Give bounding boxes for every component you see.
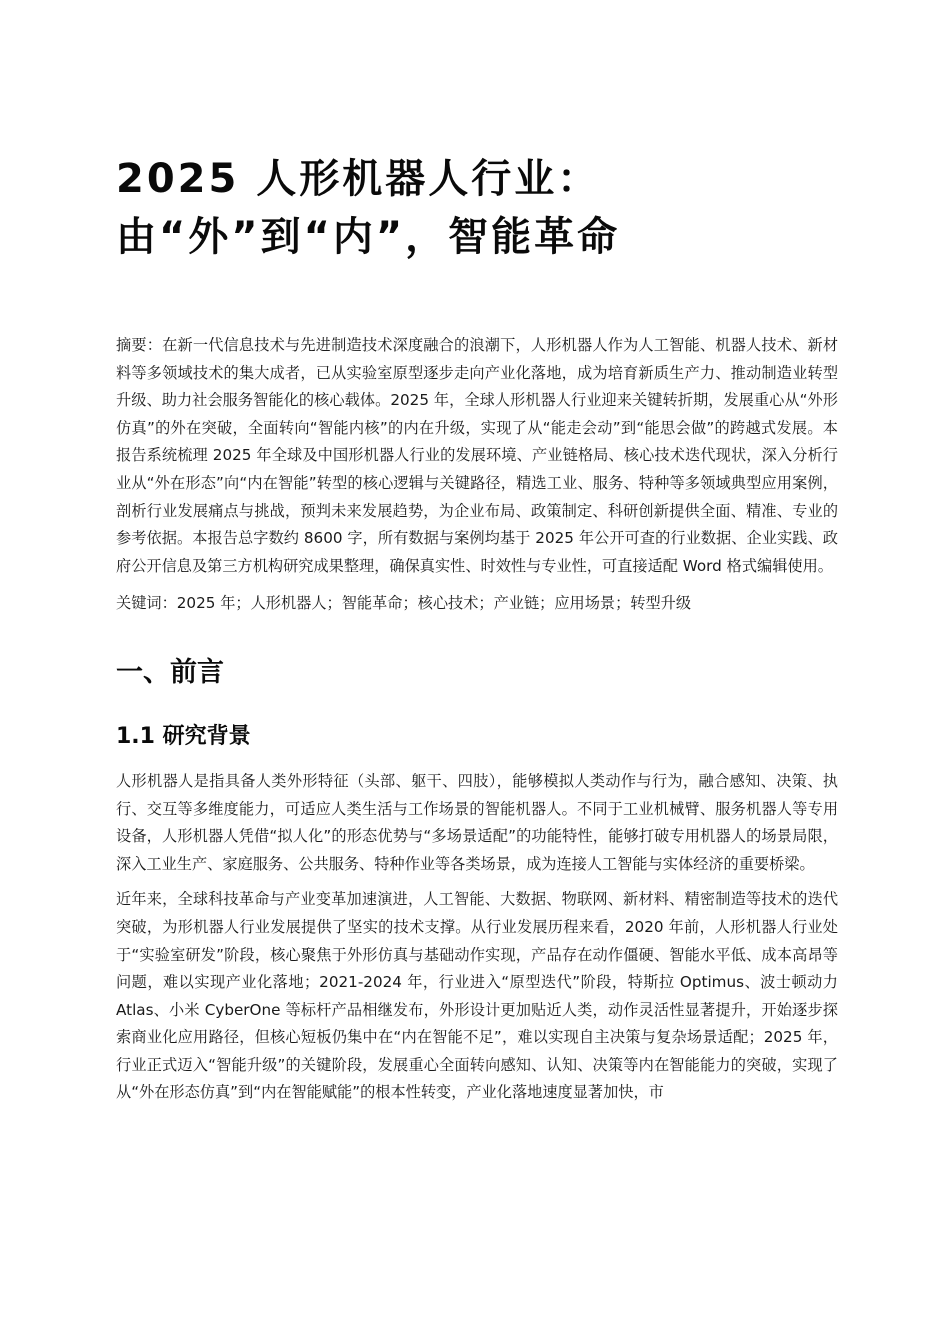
keywords-line: 关键词：2025 年；人形机器人；智能革命；核心技术；产业链；应用场景；转型升级 (116, 594, 692, 613)
subsection-heading-research-background: 1.1 研究背景 (116, 723, 251, 749)
document-page (116, 150, 838, 1107)
body-paragraph-1: 人形机器人是指具备人类外形特征（头部、躯干、四肢），能够模拟人类动作与行为，融合感知、决策、执行、交互等多维度能力，可适应人类生活与工作场景的智能机器人。不同于工业机械臂、服务机器人等专用设备，人形机器人凭借“拟人化”的形态优势与“多场景适配”的功能特性，能够打破专用机器人的场景局限，深入工业生产、家庭服务、公共服务、特种作业等各类场景，成为连接人工智能与实体经济的重要桥梁。 (116, 771, 838, 873)
section-heading-preface: 一、前言 (116, 656, 224, 688)
document-title: 2025 人形机器人行业：由“外”到“内”，智能革命 (116, 156, 621, 260)
abstract-paragraph: 摘要：在新一代信息技术与先进制造技术深度融合的浪潮下，人形机器人作为人工智能、机器人技术、新材料等多领域技术的集大成者，已从实验室原型逐步走向产业化落地，成为培育新质生产力、推动制造业转型升级、助力社会服务智能化的核心载体。2025 年，全球人形机器人行业迎来关键转折期，发展重心从“外形仿真”的外在突破，全面转向“智能内核”的内在升级，实现了从“能走会动”到“能思会做”的跨越式发展。本报告系统梳理 2025 年全球及中国形机器人行业的发展环境、产业链格局、核心技术迭代现状，深入分析行业从“外在形态”向“内在智能”转型的核心逻辑与关键路径，精选工业、服务、特种等多领域典型应用案例，剖析行业发展痛点与挑战，预判未来发展趋势，为企业布局、政策制定、科研创新提供全面、精准、专业的参考依据。本报告总字数约 8600 字，所有数据与案例均基于 2025 年公开可查的行业数据、企业实践、政府公开信息及第三方机构研究成果整理，确保真实性、时效性与专业性，可直接适配 Word 格式编辑使用。 (116, 336, 838, 575)
body-paragraph-2: 近年来，全球科技革命与产业变革加速演进，人工智能、大数据、物联网、新材料、精密制造等技术的迭代突破，为形机器人行业发展提供了坚实的技术支撑。从行业发展历程来看，2020 年前，人形机器人行业处于“实验室研发”阶段，核心聚焦于外形仿真与基础动作实现，产品存在动作僵硬、智能水平低、成本高昂等问题，难以实现产业化落地；2021-2024 年，行业进入“原型迭代”阶段，特斯拉 Optimus、波士顿动力 Atlas、小米 CyberOne 等标杆产品相继发布，外形设计更加贴近人类，动作灵活性显著提升，开始逐步探索商业化应用路径，但核心短板仍集中在“内在智能不足”，难以实现自主决策与复杂场景适配；2025 年，行业正式迈入“智能升级”的关键阶段，发展重心全面转向感知、认知、决策等内在智能能力的突破，实现了从“外在形态仿真”到“内在智能赋能”的根本性转变，产业化落地速度显著加快，市 (116, 890, 838, 1102)
